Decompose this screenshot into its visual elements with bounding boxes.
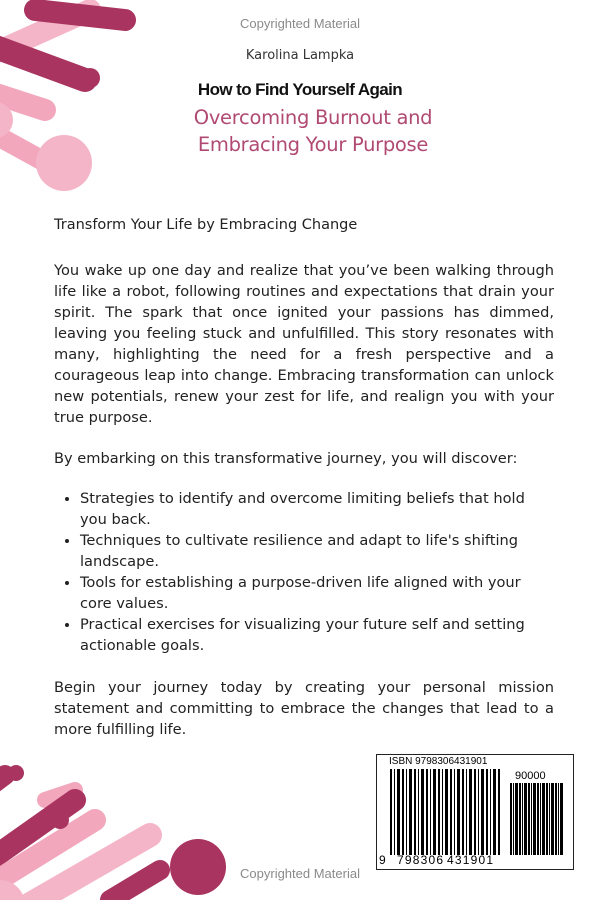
barcode-bar [533,783,536,855]
list-item: • Strategies to identify and overcome limiting beliefs that hold you back. [80,488,554,530]
barcode-bar [430,769,431,855]
closing-paragraph: Begin your journey today by creating your personal mission statement and committing to embrace the changes that lead to a more fulfilling life. [54,679,554,738]
barcode-bar [466,769,467,855]
isbn-label: ISBN 9798306431901 [389,756,488,767]
barcode-bar [558,783,559,855]
barcode-bar [531,783,532,855]
barcode-bar [454,769,455,855]
barcode-bar [490,769,491,855]
barcode-bar [546,783,548,855]
barcode-bar [469,769,472,855]
barcode-bar [390,769,392,855]
description-paragraph: You wake up one day and realize that you’ve been walking through life like a robot, following routines and expectations that drain your spirit. The spark that once ignited your passions has dimmed, leaving you feeling stuck and unfulfilled. This story resonates with many, highlighting the need for a fresh perspective and a courageous leap into change. Embracing transformation can unlock new potentials, renew your zest for life, and realign you with your true purpose. [54,262,554,426]
barcode-bar [551,783,554,855]
barcode-digit-lead: 9 [379,853,386,867]
barcode-bar [478,769,479,855]
author-name: Karolina Lampka [245,48,355,63]
barcode-bar [560,783,563,855]
barcode-bar [442,769,443,855]
list-item: • Practical exercises for visualizing your future self and setting actionable goals. [80,614,554,656]
barcode-bar [515,783,518,855]
barcode-bar [421,769,424,855]
list-item: • Techniques to cultivate resilience and adapt to life's shifting landscape. [80,530,554,572]
barcode-bar [542,783,545,855]
barcode-bar [394,769,395,855]
discover-intro: By embarking on this transformative journey, you will discover: [54,450,518,467]
barcode-bar [433,769,436,855]
barcode-bar [402,769,404,855]
barcode-bar [438,769,440,855]
book-title: How to Find Yourself Again [197,80,403,99]
barcode-bar [540,783,541,855]
barcode-bar [426,769,428,855]
barcode-digits-right: 431901 [447,853,495,867]
barcode-bar [474,769,476,855]
copyright-watermark-top: Copyrighted Material [240,16,360,31]
top-left-decoration [0,10,125,191]
barcode-bar [498,769,500,855]
barcode-bar [524,783,527,855]
barcode-bar [486,769,488,855]
barcode-bar [462,769,464,855]
barcode-bar [513,783,514,855]
barcode-bar [481,769,484,855]
barcode-bar [450,769,452,855]
addon-barcode-bars [509,783,565,855]
barcode-digits-left: 798306 [397,853,445,867]
barcode-bar [409,769,412,855]
barcode-bars [389,769,501,855]
barcode-bar [445,769,448,855]
book-subtitle: Overcoming Burnout and Embracing Your Purpose [193,106,433,156]
barcode-bar [414,769,416,855]
barcode-bar [528,783,530,855]
barcode-bar [549,783,550,855]
barcode-bar [522,783,523,855]
barcode-bar [457,769,460,855]
benefits-list [54,488,554,656]
barcode-bar [555,783,557,855]
barcode-bar [537,783,539,855]
barcode-bar [418,769,419,855]
barcode-bar [406,769,407,855]
copyright-watermark-bottom: Copyrighted Material [240,866,360,881]
barcode-bar [510,783,512,855]
barcode-bar [493,769,496,855]
price-code: 90000 [515,770,546,782]
tagline: Transform Your Life by Embracing Change [54,217,358,233]
barcode-bar [397,769,400,855]
list-item: • Tools for establishing a purpose-driven life aligned with your core values. [80,572,554,614]
isbn-barcode [376,754,574,870]
barcode-bar [519,783,521,855]
